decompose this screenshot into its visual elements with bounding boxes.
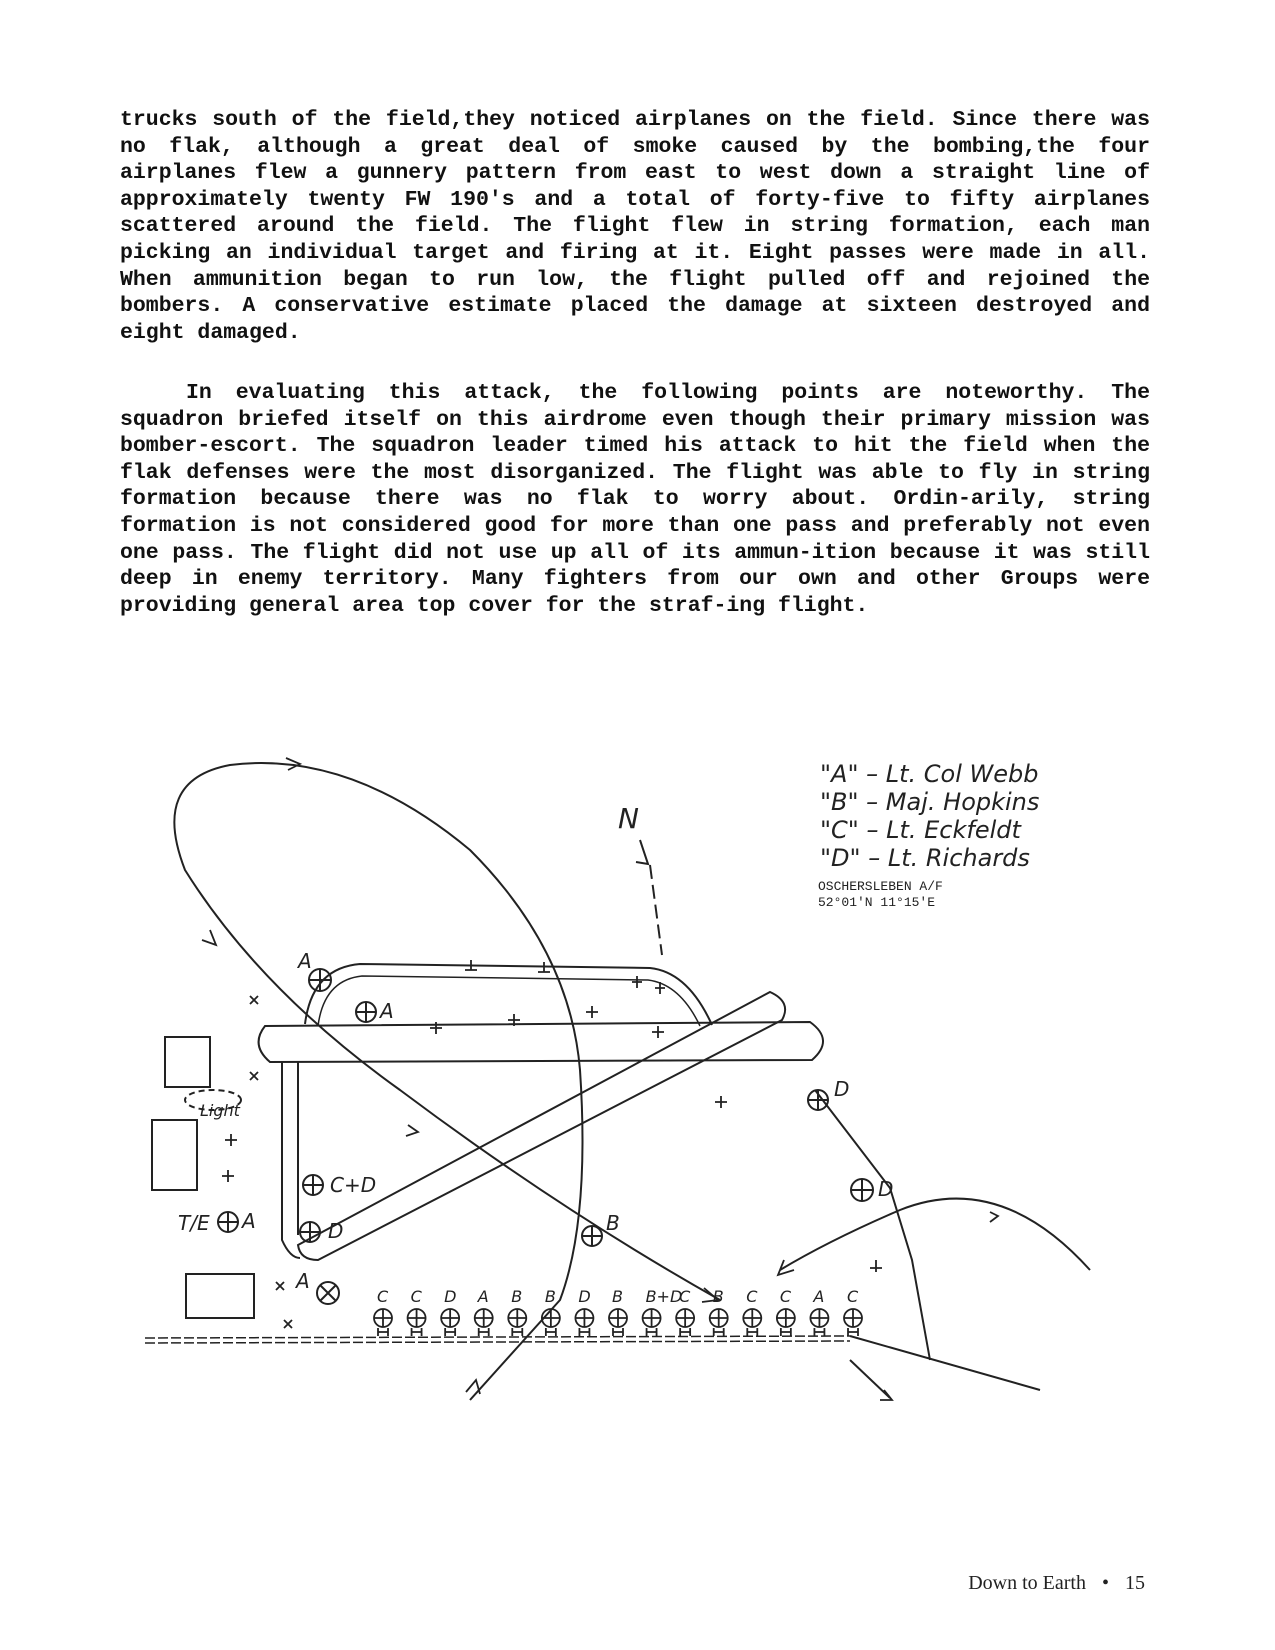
legend-a: "A" – Lt. Col Webb — [820, 760, 1039, 788]
parked-aircraft — [508, 1309, 526, 1336]
parked-aircraft-label: B — [712, 1287, 724, 1306]
label-a-top: A — [298, 949, 312, 973]
aircraft-a-top — [309, 969, 331, 991]
parked-aircraft — [441, 1309, 459, 1336]
south-exit-arrow — [850, 1360, 890, 1398]
legend-b: "B" – Maj. Hopkins — [820, 788, 1040, 816]
north-arrow-head — [636, 840, 648, 864]
label-d-right-mid: D — [878, 1177, 894, 1201]
parked-aircraft-label: D — [578, 1287, 591, 1306]
aircraft-b-center — [582, 1226, 602, 1246]
parked-aircraft — [542, 1309, 560, 1336]
parked-aircraft — [743, 1309, 761, 1336]
taxiway-left — [282, 1062, 300, 1258]
parked-aircraft — [810, 1309, 828, 1336]
perimeter-track-top-inner — [318, 976, 700, 1026]
parked-aircraft-label: C — [377, 1287, 389, 1306]
parked-aircraft-label: A — [813, 1287, 825, 1306]
body-paragraph-1: trucks south of the field,they noticed airplanes on the field. Since there was no flak, although a great deal of smoke caused by the bombing,the four airplanes flew a gunnery pattern from east to west down a straight line of approximately twenty FW 190's and a total of forty-five to fifty airplanes scattered around the field. The flight flew in string formation, each man picking an individual target and firing at it. Eight passes were made in all. When ammunition began to run low, the flight pulled off and rejoined the bombers. A conservative estimate placed the damage at sixteen destroyed and eight damaged. — [120, 108, 1150, 345]
aircraft-cd — [303, 1175, 323, 1195]
label-te: T/E — [178, 1211, 210, 1235]
parked-aircraft-label: A — [477, 1287, 489, 1306]
parked-aircraft — [777, 1309, 795, 1336]
location-label: OSCHERSLEBEN A/F — [818, 879, 943, 894]
building-2 — [152, 1120, 197, 1190]
railway-line — [145, 1336, 850, 1343]
parked-aircraft — [575, 1309, 593, 1336]
parked-aircraft — [676, 1309, 694, 1336]
legend-c: "C" – Lt. Eckfeldt — [820, 816, 1021, 844]
page-number: 15 — [1125, 1572, 1145, 1594]
east-approach-curve — [780, 1199, 1090, 1270]
parked-aircraft-label: C — [847, 1287, 859, 1306]
label-d-right-top: D — [834, 1077, 850, 1101]
label-a-bottom: A — [296, 1269, 310, 1293]
parked-aircraft — [643, 1309, 661, 1336]
runway-diagonal — [298, 992, 785, 1260]
aircraft-a-bottom — [317, 1282, 339, 1304]
aircraft-d-right-top — [808, 1090, 828, 1110]
label-a-runway: A — [380, 999, 394, 1023]
building-1 — [165, 1037, 210, 1087]
parked-aircraft-label: C — [410, 1287, 422, 1306]
legend-d: "D" – Lt. Richards — [820, 844, 1030, 872]
aircraft-d-right-mid — [851, 1179, 873, 1201]
parked-aircraft-label: B — [511, 1287, 523, 1306]
label-d-left: D — [328, 1219, 344, 1243]
body-paragraph-2: In evaluating this attack, the following points are noteworthy. The squadron briefed itself on this airdrome even though their primary mission was bomber-escort. The squadron leader timed his attack to hit the field when the flak defenses were the most disorganized. The flight was able to fly in string formation because there was no flak to worry about. Ordin-arily, string formation is not considered good for more than one pass and preferably not even one pass. The flight did not use up all of its ammun-ition because it was still deep in enemy territory. Many fighters from our own and other Groups were providing general area top cover for the straf-ing flight. — [120, 381, 1150, 618]
aircraft-d-left — [300, 1222, 320, 1242]
footer-bullet: • — [1101, 1572, 1109, 1594]
parked-aircraft — [374, 1309, 392, 1336]
label-light: Light — [200, 1101, 240, 1120]
north-arrow-line — [650, 865, 662, 955]
parked-aircraft-label: C — [679, 1287, 691, 1306]
parked-aircraft-label: D — [444, 1287, 457, 1306]
parked-aircraft — [475, 1309, 493, 1336]
parked-aircraft-label: B — [612, 1287, 623, 1306]
label-b-center: B — [606, 1211, 620, 1235]
aircraft-a-runway — [356, 1002, 376, 1022]
parked-aircraft — [408, 1309, 426, 1336]
road-east — [815, 1090, 1040, 1390]
parked-aircraft-label: B+D — [645, 1287, 683, 1306]
parked-aircraft — [710, 1309, 728, 1336]
label-a-te: A — [242, 1209, 256, 1233]
footer-title: Down to Earth — [968, 1572, 1086, 1594]
parked-aircraft — [844, 1309, 862, 1336]
parked-aircraft — [609, 1309, 627, 1336]
parked-aircraft-label: C — [779, 1287, 792, 1306]
parked-aircraft-label: B — [544, 1287, 556, 1306]
aircraft-te — [218, 1212, 238, 1232]
building-3 — [186, 1274, 254, 1318]
page-footer — [968, 1572, 1145, 1595]
north-label: N — [618, 802, 639, 835]
coordinates-label: 52°01'N 11°15'E — [818, 895, 936, 910]
airfield-attack-diagram — [0, 740, 1275, 1480]
parked-aircraft-label: C — [746, 1287, 758, 1306]
label-cd: C+D — [330, 1173, 377, 1197]
